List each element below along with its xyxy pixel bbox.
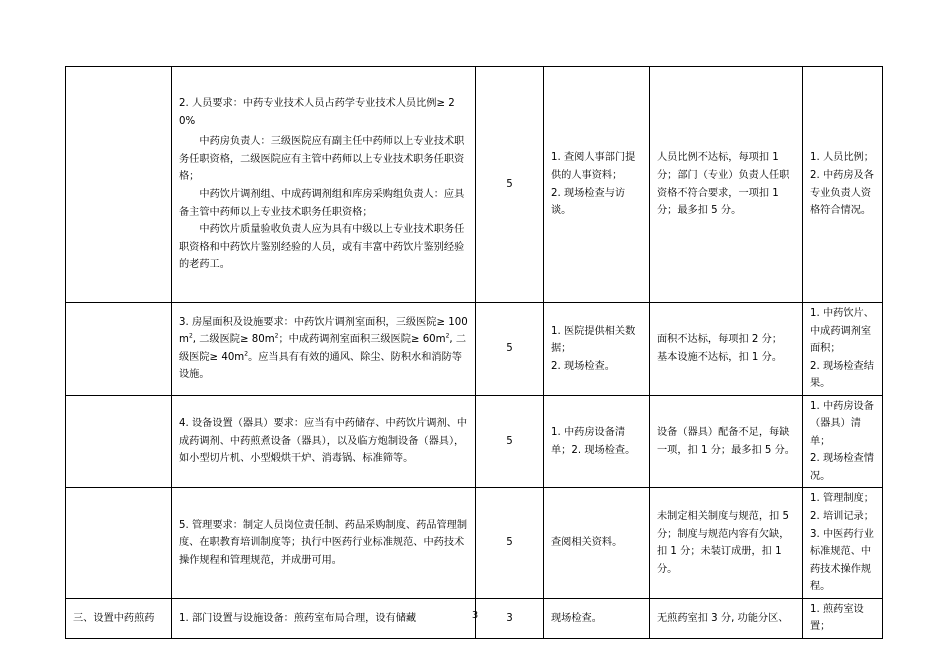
- superscript: 2: [244, 350, 249, 358]
- method-cell: [544, 488, 650, 598]
- method-text: 现场检查。: [551, 612, 602, 624]
- requirement-text: 中药饮片调剂组、中成药调剂组和库房采购组负责人：应具备主管中药师以上专业技术职务任职资格；: [179, 189, 465, 218]
- table-row: [66, 395, 883, 488]
- score-cell: 3: [476, 598, 544, 638]
- superscript: 2: [188, 332, 193, 340]
- score-cell: 5: [476, 67, 544, 303]
- page-number: 3: [471, 610, 479, 621]
- requirement-text: 4. 设备设置（器具）要求：应当有中药储存、中药饮片调剂、中成药调剂、中药煎煮设备（器具），以及临方炮制设备（器具），如小型切片机、小型煅烘干炉、消毒锅、标准筛等。: [179, 418, 468, 465]
- rule-text: 设备（器具）配备不足，每缺一项，扣 1 分；最多扣 5 分。: [657, 427, 795, 456]
- method-text: 1. 查阅人事部门提供的人事资料；: [551, 152, 636, 181]
- points-text: 2. 中药房及各专业负责人资格符合情况。: [810, 169, 874, 217]
- points-text: 3. 中医药行业标准规范、中药技术操作规程。: [810, 528, 874, 593]
- rule-text: 无煎药室扣 3 分, 功能分区、: [657, 612, 789, 624]
- method-cell: [544, 303, 650, 396]
- score-cell: 5: [476, 395, 544, 488]
- requirement-text: 2. 人员要求：中药专业技术人员占药学专业技术人员比例≥ 20%: [179, 98, 455, 127]
- points-cell: [803, 488, 883, 598]
- requirement-text: , 二级医院≥ 80m: [192, 334, 275, 346]
- points-text: 2. 培训记录；: [810, 511, 874, 523]
- points-text: 1. 人员比例；: [810, 152, 874, 164]
- method-text: 1. 医院提供相关数据；: [551, 325, 636, 355]
- requirement-text: , 二级医院≥ 40m: [179, 334, 467, 363]
- method-text: 2. 现场检查与访谈。: [551, 187, 626, 217]
- requirement-text: 3. 房屋面积及设施要求：中药饮片调剂室面积，三级医院≥ 100m: [179, 316, 468, 346]
- rule-cell: [650, 488, 803, 598]
- rule-text: 面积不达标，每项扣 2 分；: [657, 334, 783, 346]
- item-cell: [66, 303, 172, 396]
- rule-text: 人员比例不达标，每项扣 1 分；部门（专业）负责人任职资格不符合要求，一项扣 1 分；最多扣 5 分。: [657, 152, 790, 217]
- requirement-text: ；中成药调剂室面积三级医院≥ 60m: [278, 334, 446, 346]
- points-text: 1. 管理制度；: [810, 493, 874, 505]
- table-row: [66, 303, 883, 396]
- table-row: [66, 67, 883, 303]
- rule-text: 未制定相关制度与规范，扣 5 分；制度与规范内容有欠缺，扣 1 分；未装订成册，扣 1 分。: [657, 511, 790, 575]
- points-cell: [803, 303, 883, 396]
- rule-cell: [650, 67, 803, 303]
- requirement-cell: [172, 67, 476, 303]
- evaluation-table: [65, 66, 883, 639]
- item-cell: 三、设置中药煎药: [66, 598, 172, 638]
- superscript: 2: [445, 332, 450, 340]
- points-text: 1. 中药房设备（器具）清单；: [810, 400, 874, 447]
- method-cell: [544, 67, 650, 303]
- score-cell: 5: [476, 488, 544, 598]
- requirement-text: 。应当具有有效的通风、除尘、防积水和消防等设施。: [179, 351, 462, 381]
- item-cell: [66, 488, 172, 598]
- method-text: 查阅相关资料。: [551, 537, 623, 549]
- method-text: 1. 中药房设备清单；2. 现场检查。: [551, 427, 636, 456]
- requirement-cell: [172, 488, 476, 598]
- requirement-text: 1. 部门设置与设施设备：煎药室布局合理，设有储藏: [179, 612, 417, 624]
- score-cell: 5: [476, 303, 544, 396]
- points-text: 1. 中药饮片、中成药调剂室面积；: [810, 308, 874, 355]
- item-cell: [66, 395, 172, 488]
- requirement-cell: [172, 395, 476, 488]
- points-text: 1. 煎药室设置；: [810, 603, 864, 633]
- requirement-text: 5. 管理要求：制定人员岗位责任制、药品采购制度、药品管理制度、在职教育培训制度等；执行中医药行业标准规范、中药技术操作规程和管理规范，并成册可用。: [179, 519, 468, 566]
- superscript: 2: [274, 332, 279, 340]
- requirement-text: 中药房负责人：三级医院应有副主任中药师以上专业技术职务任职资格，二级医院应有主管中药师以上专业技术职务任职资格；: [179, 136, 465, 183]
- points-cell: [803, 395, 883, 488]
- requirement-text: 中药饮片质量验收负责人应为具有中级以上专业技术职务任职资格和中药饮片鉴别经验的人员，或有丰富中药饮片鉴别经验的老药工。: [179, 224, 465, 271]
- requirement-cell: [172, 303, 476, 396]
- method-text: 2. 现场检查。: [551, 360, 615, 372]
- item-cell: [66, 67, 172, 303]
- rule-cell: [650, 395, 803, 488]
- table-row: [66, 488, 883, 598]
- points-text: 2. 现场检查结果。: [810, 360, 874, 390]
- rule-cell: [650, 303, 803, 396]
- points-cell: [803, 67, 883, 303]
- points-text: 2. 现场检查情况。: [810, 453, 874, 482]
- rule-text: 基本设施不达标，扣 1 分。: [657, 351, 783, 363]
- method-cell: [544, 395, 650, 488]
